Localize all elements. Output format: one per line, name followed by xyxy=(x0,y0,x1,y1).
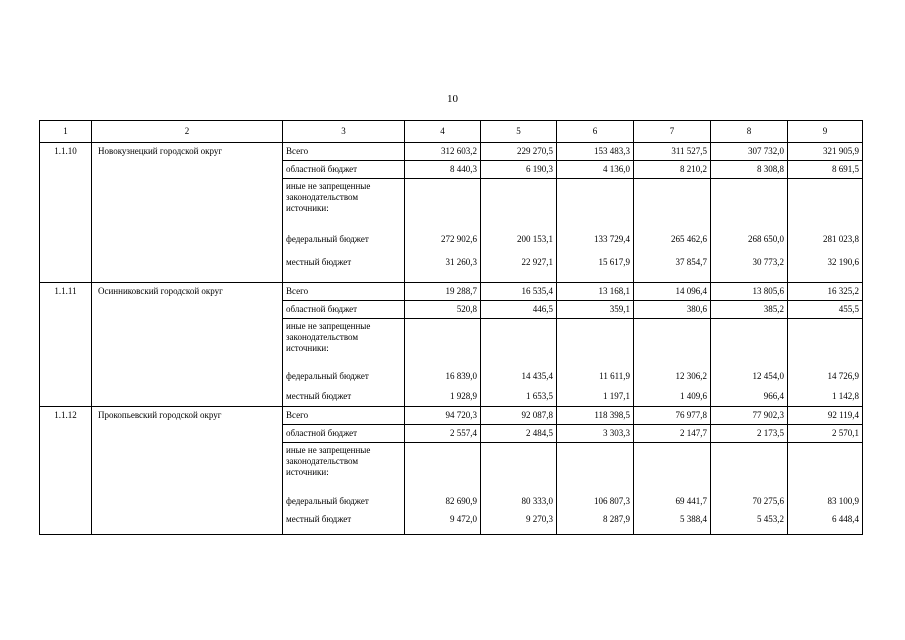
header-cell: 2 xyxy=(92,121,283,143)
local-value: 15 617,9 xyxy=(598,257,630,267)
local-value: 32 190,6 xyxy=(827,257,859,267)
other-sources-label: законодательством xyxy=(286,192,359,202)
local-budget-label: местный бюджет xyxy=(286,514,352,524)
value-cell: 13 168,1 xyxy=(557,283,634,301)
value-cell: 8 691,5 xyxy=(788,161,863,179)
value-cell: 8 308,8 xyxy=(711,161,788,179)
source-label: областной бюджет xyxy=(283,161,405,179)
value-cell: 321 905,9 xyxy=(788,143,863,161)
value-cell: 92 087,8 xyxy=(481,407,557,425)
value-cell: 2 570,1 xyxy=(788,425,863,443)
local-budget-label: местный бюджет xyxy=(286,257,352,267)
municipality-name: Новокузнецкий городской округ xyxy=(92,143,283,283)
other-sources-label: иные не запрещенные xyxy=(286,321,371,331)
local-value: 1 197,1 xyxy=(603,391,630,401)
federal-value: 133 729,4 xyxy=(594,234,630,244)
value-cell: 92 119,4 xyxy=(788,407,863,425)
value-cell-pair xyxy=(711,443,788,535)
source-label: Всего xyxy=(283,407,405,425)
other-sources-cell xyxy=(283,179,405,283)
value-cell-pair xyxy=(557,319,634,407)
value-cell-pair xyxy=(405,319,481,407)
value-cell: 2 173,5 xyxy=(711,425,788,443)
table-row-total xyxy=(40,407,863,425)
budget-table xyxy=(39,120,863,535)
value-cell-pair xyxy=(405,443,481,535)
other-sources-label: источники: xyxy=(286,467,329,477)
header-cell: 1 xyxy=(40,121,92,143)
federal-value: 268 650,0 xyxy=(748,234,784,244)
value-cell: 118 398,5 xyxy=(557,407,634,425)
value-cell-pair xyxy=(788,443,863,535)
federal-value: 82 690,9 xyxy=(445,496,477,506)
municipality-name: Прокопьевский городской округ xyxy=(92,407,283,535)
local-value: 8 287,9 xyxy=(603,514,630,524)
federal-value: 70 275,6 xyxy=(752,496,784,506)
value-cell: 359,1 xyxy=(557,301,634,319)
value-cell-pair xyxy=(481,319,557,407)
other-sources-label: источники: xyxy=(286,203,329,213)
value-cell-pair xyxy=(788,179,863,283)
local-value: 1 409,6 xyxy=(680,391,707,401)
row-code: 1.1.12 xyxy=(40,407,92,535)
value-cell: 8 210,2 xyxy=(634,161,711,179)
value-cell: 14 096,4 xyxy=(634,283,711,301)
value-cell-pair xyxy=(481,179,557,283)
header-cell: 8 xyxy=(711,121,788,143)
federal-budget-label: федеральный бюджет xyxy=(286,234,369,244)
source-label: Всего xyxy=(283,143,405,161)
header-cell: 7 xyxy=(634,121,711,143)
other-sources-cell xyxy=(283,319,405,407)
federal-value: 11 611,9 xyxy=(599,371,630,381)
value-cell: 76 977,8 xyxy=(634,407,711,425)
local-value: 5 453,2 xyxy=(757,514,784,524)
value-cell: 307 732,0 xyxy=(711,143,788,161)
value-cell: 2 147,7 xyxy=(634,425,711,443)
header-cell: 5 xyxy=(481,121,557,143)
local-value: 1 142,8 xyxy=(832,391,859,401)
value-cell: 13 805,6 xyxy=(711,283,788,301)
local-value: 5 388,4 xyxy=(680,514,707,524)
other-sources-cell xyxy=(283,443,405,535)
value-cell: 229 270,5 xyxy=(481,143,557,161)
other-sources-label: иные не запрещенные xyxy=(286,181,371,191)
value-cell-pair xyxy=(711,179,788,283)
value-cell: 455,5 xyxy=(788,301,863,319)
local-value: 9 472,0 xyxy=(450,514,477,524)
value-cell: 4 136,0 xyxy=(557,161,634,179)
value-cell: 6 190,3 xyxy=(481,161,557,179)
value-cell: 2 557,4 xyxy=(405,425,481,443)
federal-value: 106 807,3 xyxy=(594,496,630,506)
federal-value: 265 462,6 xyxy=(671,234,707,244)
value-cell: 3 303,3 xyxy=(557,425,634,443)
federal-value: 281 023,8 xyxy=(823,234,859,244)
federal-value: 12 306,2 xyxy=(675,371,707,381)
federal-value: 80 333,0 xyxy=(521,496,553,506)
local-value: 6 448,4 xyxy=(832,514,859,524)
federal-value: 14 726,9 xyxy=(827,371,859,381)
federal-value: 69 441,7 xyxy=(675,496,707,506)
municipality-name: Осинниковский городской округ xyxy=(92,283,283,407)
header-cell: 4 xyxy=(405,121,481,143)
value-cell-pair xyxy=(481,443,557,535)
value-cell: 153 483,3 xyxy=(557,143,634,161)
value-cell-pair xyxy=(634,179,711,283)
value-cell: 77 902,3 xyxy=(711,407,788,425)
page-number: 10 xyxy=(447,93,458,105)
value-cell-pair xyxy=(557,179,634,283)
federal-value: 272 902,6 xyxy=(441,234,477,244)
federal-budget-label: федеральный бюджет xyxy=(286,496,369,506)
local-value: 30 773,2 xyxy=(752,257,784,267)
table-row-total xyxy=(40,143,863,161)
local-value: 966,4 xyxy=(763,391,784,401)
value-cell: 94 720,3 xyxy=(405,407,481,425)
source-label: областной бюджет xyxy=(283,425,405,443)
value-cell: 2 484,5 xyxy=(481,425,557,443)
value-cell: 8 440,3 xyxy=(405,161,481,179)
value-cell: 385,2 xyxy=(711,301,788,319)
federal-value: 16 839,0 xyxy=(445,371,477,381)
value-cell-pair xyxy=(405,179,481,283)
value-cell-pair xyxy=(634,443,711,535)
row-code: 1.1.11 xyxy=(40,283,92,407)
header-cell: 9 xyxy=(788,121,863,143)
value-cell-pair xyxy=(788,319,863,407)
local-value: 37 854,7 xyxy=(675,257,707,267)
federal-budget-label: федеральный бюджет xyxy=(286,371,369,381)
value-cell: 446,5 xyxy=(481,301,557,319)
other-sources-label: иные не запрещенные xyxy=(286,445,371,455)
value-cell-pair xyxy=(634,319,711,407)
value-cell: 380,6 xyxy=(634,301,711,319)
other-sources-label: законодательством xyxy=(286,456,359,466)
source-label: областной бюджет xyxy=(283,301,405,319)
local-value: 22 927,1 xyxy=(521,257,553,267)
row-code: 1.1.10 xyxy=(40,143,92,283)
federal-value: 12 454,0 xyxy=(752,371,784,381)
source-label: Всего xyxy=(283,283,405,301)
local-value: 9 270,3 xyxy=(526,514,553,524)
value-cell: 16 535,4 xyxy=(481,283,557,301)
value-cell: 16 325,2 xyxy=(788,283,863,301)
value-cell: 312 603,2 xyxy=(405,143,481,161)
federal-value: 200 153,1 xyxy=(517,234,553,244)
value-cell-pair xyxy=(557,443,634,535)
header-row xyxy=(40,121,863,143)
local-value: 1 928,9 xyxy=(450,391,477,401)
local-value: 31 260,3 xyxy=(445,257,477,267)
header-cell: 6 xyxy=(557,121,634,143)
local-value: 1 653,5 xyxy=(526,391,553,401)
federal-value: 14 435,4 xyxy=(521,371,553,381)
other-sources-label: законодательством xyxy=(286,332,359,342)
header-cell: 3 xyxy=(283,121,405,143)
value-cell: 19 288,7 xyxy=(405,283,481,301)
local-budget-label: местный бюджет xyxy=(286,391,352,401)
table-row-total xyxy=(40,283,863,301)
value-cell-pair xyxy=(711,319,788,407)
value-cell: 311 527,5 xyxy=(634,143,711,161)
federal-value: 83 100,9 xyxy=(827,496,859,506)
other-sources-label: источники: xyxy=(286,343,329,353)
value-cell: 520,8 xyxy=(405,301,481,319)
